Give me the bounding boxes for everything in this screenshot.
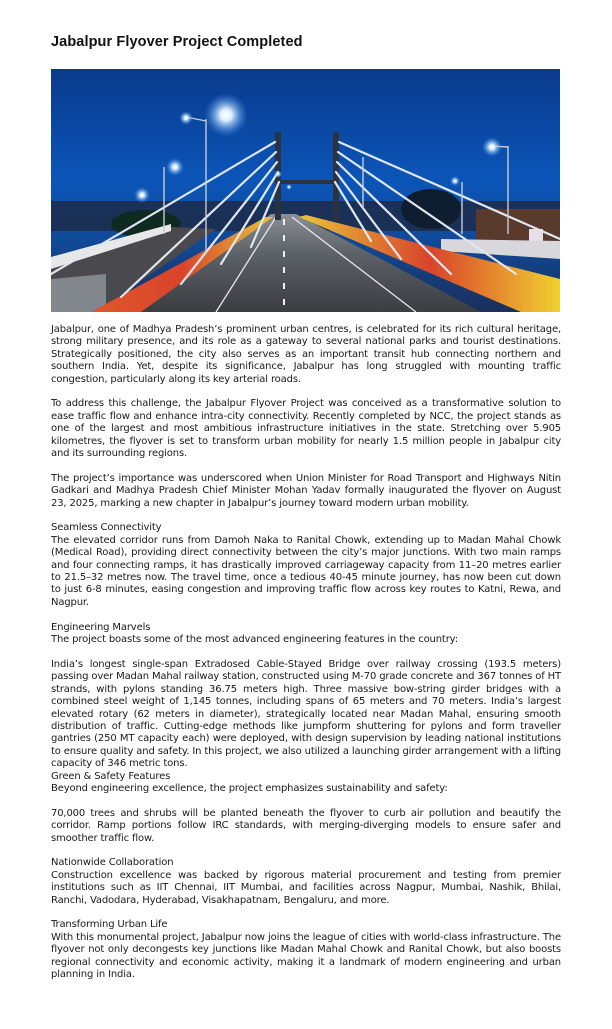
lamp-glow: [204, 93, 248, 137]
article-title: Jabalpur Flyover Project Completed: [51, 34, 303, 50]
collaboration-paragraph: Construction excellence was backed by rigorous material procurement and testing from premier institutions such as IIT Chennai, IIT Mumbai, and facilities across Nagpur, Mumbai, Nashik, Bhilai, Ranchi, Vadodara, Hyderabad, Visakhapatnam, Bengaluru, and more.: [51, 869, 561, 906]
section-heading-collaboration: Nationwide Collaboration: [51, 857, 174, 869]
intro-paragraph: Jabalpur, one of Madhya Pradesh’s prominent urban centres, is celebrated for its rich cultural heritage, strong military presence, and its role as a gateway to several national parks and tourist destinations. Strategically positioned, the city also serves as an important transit hub connecting northern and southern India. Yet, despite its significance, Jabalpur has long struggled with mounting traffic congestion, particularly along its key arterial roads.: [51, 324, 561, 385]
section-heading-green: Green & Safety Features: [51, 770, 171, 782]
urban-life-paragraph: With this monumental project, Jabalpur now joins the league of cities with world-class infrastructure. The flyover not only decongests key junctions like Madan Mahal Chowk and Ranital Chowk, but also boosts regional connectivity and economic activity, making it a landmark of modern engineering and urban planning in India.: [51, 931, 561, 980]
inauguration-paragraph: The project’s importance was underscored when Union Minister for Road Transport and Highways Nitin Gadkari and Madhya Pradesh Chief Minister Mohan Yadav formally inaugurated the flyover on August 23, 2025, marking a new chapter in Jabalpur’s journey toward modern urban mobility.: [51, 472, 561, 509]
engineering-paragraph: India’s longest single-span Extradosed Cable-Stayed Bridge over railway crossing (193.5 meters) passing over Madan Mahal railway station, constructed using M-70 grade concrete and 367 tonnes of HT strands, with pylons standing 36.75 meters high. Three massive bow-string girder bridges with a combined steel weight of 1,145 tonnes, including spans of 65 meters and 70 meters. India’s largest elevated rotary (62 meters in diameter), strategically located near Madan Mahal, ensuring smooth distribution of traffic. Cutting-edge methods like jumpform shuttering for pylons and form traveller gantries (250 MT capacity each) were deployed, with design supervision by leading national institutions to ensure quality and safety. In this project, we also utilized a launching girder arrangement with a lifting capacity of 346 metric tons.: [51, 658, 561, 770]
connectivity-paragraph: The elevated corridor runs from Damoh Naka to Ranital Chowk, extending up to Madan Mahal Chowk (Medical Road), providing direct connectivity between the city’s major junctions. With two main ramps and four connecting ramps, it has drastically improved carriageway capacity from 11–20 metres earlier to 21.5–32 metres now. The travel time, once a tedious 40-45 minute journey, has now been cut down to just 6-8 minutes, easing congestion and improving traffic flow across key routes to Katni, Rewa, and Nagpur.: [51, 534, 561, 608]
green-paragraph: 70,000 trees and shrubs will be planted beneath the flyover to curb air pollution and beautify the corridor. Ramp portions follow IRC standards, with merging-diverging models to ensure safer and smoother traffic flow.: [51, 807, 561, 844]
section-heading-connectivity: Seamless Connectivity: [51, 522, 162, 534]
project-paragraph: To address this challenge, the Jabalpur Flyover Project was conceived as a transformative solution to ease traffic flow and enhance intra-city connectivity. Recently completed by NCC, the project stands as one of the largest and most ambitious infrastructure initiatives in the state. Stretching over 5.905 kilometres, the flyover is set to transform urban mobility for nearly 1.5 million people in Jabalpur city and its surrounding regions.: [51, 398, 561, 460]
section-heading-urban-life: Transforming Urban Life: [51, 919, 168, 931]
engineering-intro: The project boasts some of the most advanced engineering features in the country:: [51, 634, 458, 646]
article-body: [51, 324, 561, 994]
section-heading-engineering: Engineering Marvels: [51, 621, 151, 633]
hero-image: [51, 69, 560, 312]
green-intro: Beyond engineering excellence, the project emphasizes sustainability and safety:: [51, 782, 448, 794]
